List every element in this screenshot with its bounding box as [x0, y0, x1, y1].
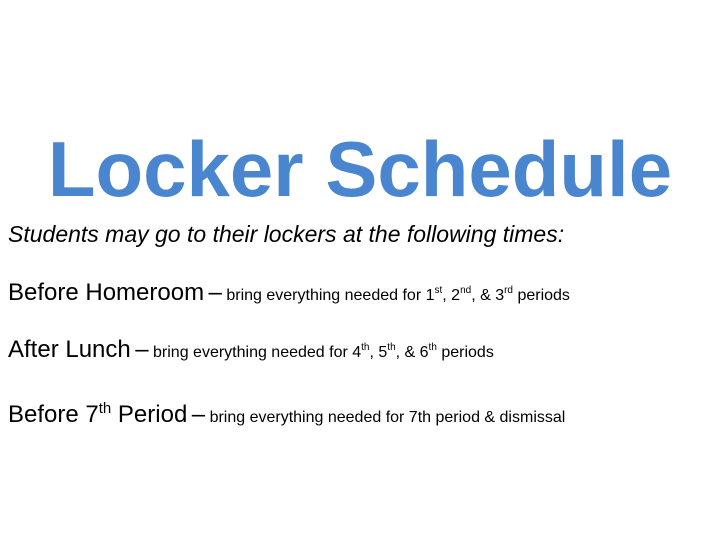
dash: –	[191, 401, 206, 428]
dash: –	[135, 336, 149, 363]
dash: –	[208, 279, 222, 306]
subtitle: Students may go to their lockers at the following times:	[8, 221, 565, 247]
schedule-heading: After Lunch	[8, 336, 131, 363]
schedule-item-after-lunch	[8, 335, 494, 368]
schedule-heading: Before Homeroom	[8, 279, 205, 306]
page-title: Locker Schedule	[47, 125, 673, 213]
schedule-detail: bring everything needed for 7th period & dismissal	[209, 409, 566, 426]
schedule-detail: bring everything needed for 1st, 2nd, & 3rd periods	[226, 285, 570, 304]
schedule-detail: bring everything needed for 4th, 5th, & 6th periods	[153, 342, 494, 361]
schedule-heading: Before 7th Period	[8, 400, 188, 428]
schedule-item-before-homeroom	[8, 278, 570, 311]
schedule-item-before-7th-period	[8, 400, 565, 433]
